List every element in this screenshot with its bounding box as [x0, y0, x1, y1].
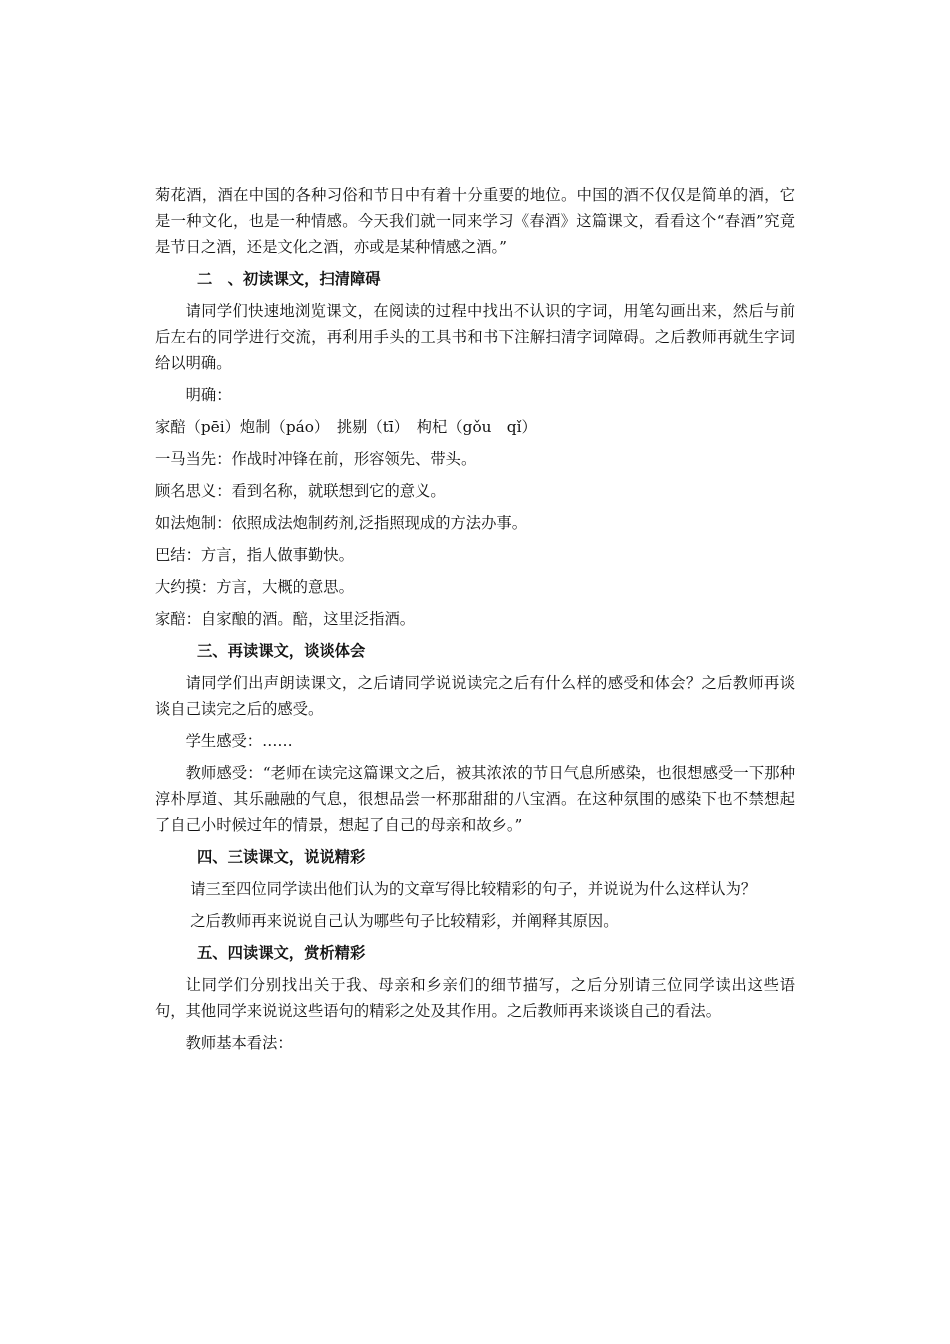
term-item: 一马当先：作战时冲锋在前，形容领先、带头。 — [155, 450, 477, 468]
section-5-heading: 五、四读课文，赏析精彩 — [197, 944, 366, 962]
section-3-paragraph: 请同学们出声朗读课文，之后请同学说说读完之后有什么样的感受和体会？之后教师再谈谈自己读完之后的感受。 — [155, 674, 795, 718]
term-item: 大约摸：方言，大概的意思。 — [155, 578, 354, 596]
teacher-feeling: 教师感受：“老师在读完这篇课文之后，被其浓浓的节日气息所感染，也很想感受一下那种淳朴厚道、其乐融融的气息，很想品尝一杯那甜甜的八宝酒。在这种氛围的感染下也不禁想起了自己小时候过年的情景，想起了自己的母亲和故乡。” — [155, 764, 795, 834]
student-feeling: 学生感受：…… — [185, 732, 293, 750]
section-4-paragraph-2: 之后教师再来说说自己认为哪些句子比较精彩，并阐释其原因。 — [190, 912, 619, 930]
section-2-heading: 二 、初读课文，扫清障碍 — [197, 270, 381, 288]
term-item: 如法炮制：依照成法炮制药剂,泛指照现成的方法办事。 — [155, 514, 527, 532]
pinyin-line: 家醅（pēi）炮制（páo） 挑剔（tī） 枸杞（gǒu qǐ） — [155, 418, 537, 436]
clarify-label: 明确： — [185, 386, 232, 404]
section-2-paragraph: 请同学们快速地浏览课文，在阅读的过程中找出不认识的字词，用笔勾画出来，然后与前后左右的同学进行交流，再利用手头的工具书和书下注解扫清字词障碍。之后教师再就生字词给以明确。 — [155, 302, 795, 372]
section-3-heading: 三、再读课文，谈谈体会 — [197, 642, 366, 660]
teacher-view-label: 教师基本看法： — [185, 1034, 293, 1052]
section-4-paragraph-1: 请三至四位同学读出他们认为的文章写得比较精彩的句子，并说说为什么这样认为？ — [190, 880, 757, 898]
section-4-heading: 四、三读课文，说说精彩 — [197, 848, 366, 866]
section-5-paragraph: 让同学们分别找出关于我、母亲和乡亲们的细节描写，之后分别请三位同学读出这些语句，其他同学来说说这些语句的精彩之处及其作用。之后教师再来谈谈自己的看法。 — [155, 976, 795, 1020]
term-item: 家醅：自家酿的酒。醅，这里泛指酒。 — [155, 610, 416, 628]
document-page — [155, 182, 795, 1062]
term-item: 顾名思义：看到名称，就联想到它的意义。 — [155, 482, 446, 500]
intro-paragraph: 菊花酒，酒在中国的各种习俗和节日中有着十分重要的地位。中国的酒不仅仅是简单的酒，它是一种文化，也是一种情感。今天我们就一同来学习《春酒》这篇课文，看看这个“春酒”究竟是节日之酒，还是文化之酒，亦或是某种情感之酒。” — [155, 186, 795, 256]
term-item: 巴结：方言，指人做事勤快。 — [155, 546, 354, 564]
